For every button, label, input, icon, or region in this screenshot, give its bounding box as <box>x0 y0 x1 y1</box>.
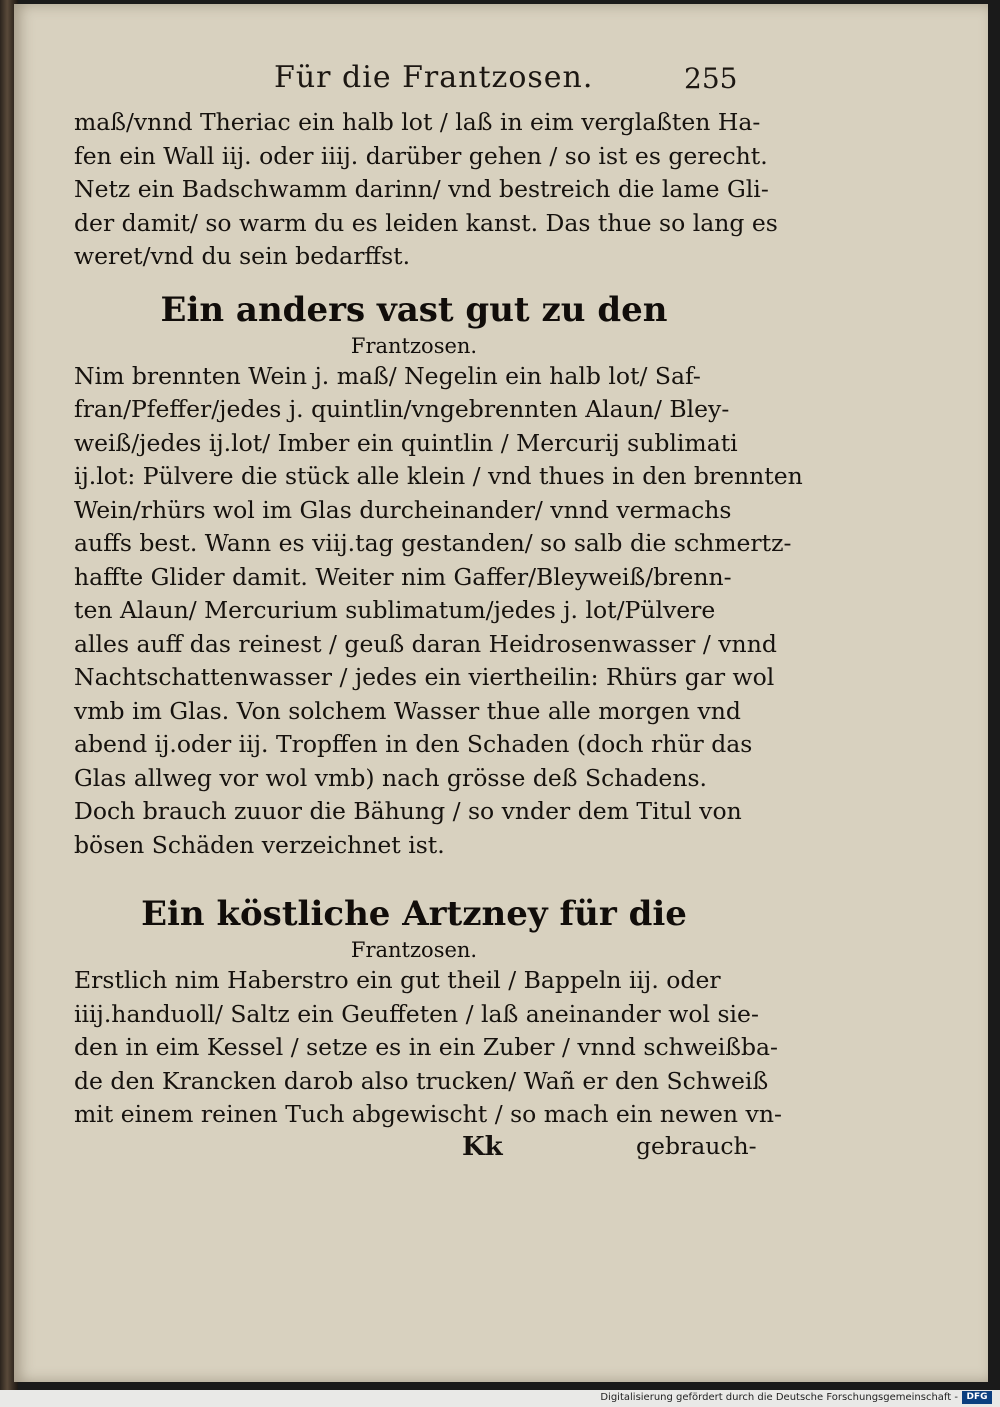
dfg-logo-icon: DFG <box>962 1391 992 1404</box>
book-page <box>14 4 988 1382</box>
text-line: fran/Pfeffer/jedes j. quintlin/vngebrennten Alaun/ Bley- <box>74 395 730 423</box>
catchword: gebrauch- <box>636 1131 757 1160</box>
text-line: Nim brennten Wein j. maß/ Negelin ein halb lot/ Saf- <box>74 361 701 390</box>
text-line: ten Alaun/ Mercurium sublimatum/jedes j. lot/Pülvere <box>74 596 716 624</box>
text-line: vmb im Glas. Von solchem Wasser thue alle morgen vnd <box>74 696 741 725</box>
text-line: de den Krancken darob also trucken/ Wañ er den Schweiß <box>74 1066 769 1095</box>
paragraph-2 <box>74 360 803 863</box>
text-line: ij.lot: Pülvere die stück alle klein / vnd thues in den brennten <box>74 462 803 490</box>
text-line: fen ein Wall iij. oder iiij. darüber gehen / so ist es gerecht. <box>74 141 768 170</box>
page-number: 255 <box>684 62 738 95</box>
section-heading-sub: Frantzosen. <box>350 938 478 962</box>
text-line: alles auff das reinest / geuß daran Heidrosenwasser / vnnd <box>74 629 777 658</box>
section-heading-2 <box>74 892 754 964</box>
running-head <box>74 60 754 100</box>
text-line: maß/vnnd Theriac ein halb lot / laß in eim verglaßten Ha- <box>74 108 761 136</box>
text-line: Netz ein Badschwamm darinn/ vnd bestreich die lame Gli- <box>74 175 769 203</box>
text-line: mit einem reinen Tuch abgewischt / so mach ein newen vn- <box>74 1100 782 1128</box>
section-heading-1 <box>74 288 754 360</box>
text-line: auffs best. Wann es viij.tag gestanden/ so salb die schmertz- <box>74 529 792 557</box>
text-line: Glas allweg vor wol vmb) nach grösse deß Schadens. <box>74 763 707 792</box>
text-line: Wein/rhürs wol im Glas durcheinander/ vnnd vermachs <box>74 495 732 524</box>
paragraph-3 <box>74 964 782 1132</box>
paragraph-1 <box>74 106 778 274</box>
text-line: bösen Schäden verzeichnet ist. <box>74 830 445 859</box>
running-title: Für die Frantzosen. <box>274 60 594 95</box>
section-heading-main: Ein köstliche Artzney für die <box>141 894 687 934</box>
text-line: den in eim Kessel / setze es in ein Zuber / vnnd schweißba- <box>74 1033 778 1061</box>
text-line: haffte Glider damit. Weiter nim Gaffer/Bleyweiß/brenn- <box>74 562 732 591</box>
section-heading-main: Ein anders vast gut zu den <box>160 289 668 330</box>
text-line: der damit/ so warm du es leiden kanst. Das thue so lang es <box>74 208 778 237</box>
text-line: iiij.handuoll/ Saltz ein Geuffeten / laß aneinander wol sie- <box>74 999 759 1028</box>
funding-credit: Digitalisierung gefördert durch die Deutsche Forschungsgemeinschaft - <box>600 1392 958 1403</box>
text-line: weiß/jedes ij.lot/ Imber ein quintlin / Mercurij sublimati <box>74 428 738 457</box>
text-line: abend ij.oder iij. Tropffen in den Schaden (doch rhür das <box>74 730 753 758</box>
text-line: Nachtschattenwasser / jedes ein viertheilin: Rhürs gar wol <box>74 663 775 691</box>
text-line: Erstlich nim Haberstro ein gut theil / Bappeln iij. oder <box>74 966 721 994</box>
page-footer <box>74 1131 757 1166</box>
section-heading-sub: Frantzosen. <box>350 333 478 358</box>
text-line: weret/vnd du sein bedarffst. <box>74 242 411 270</box>
text-line: Doch brauch zuuor die Bähung / so vnder dem Titul von <box>74 797 742 825</box>
signature-mark: Kk <box>462 1131 503 1162</box>
page-text-block <box>74 60 803 1166</box>
